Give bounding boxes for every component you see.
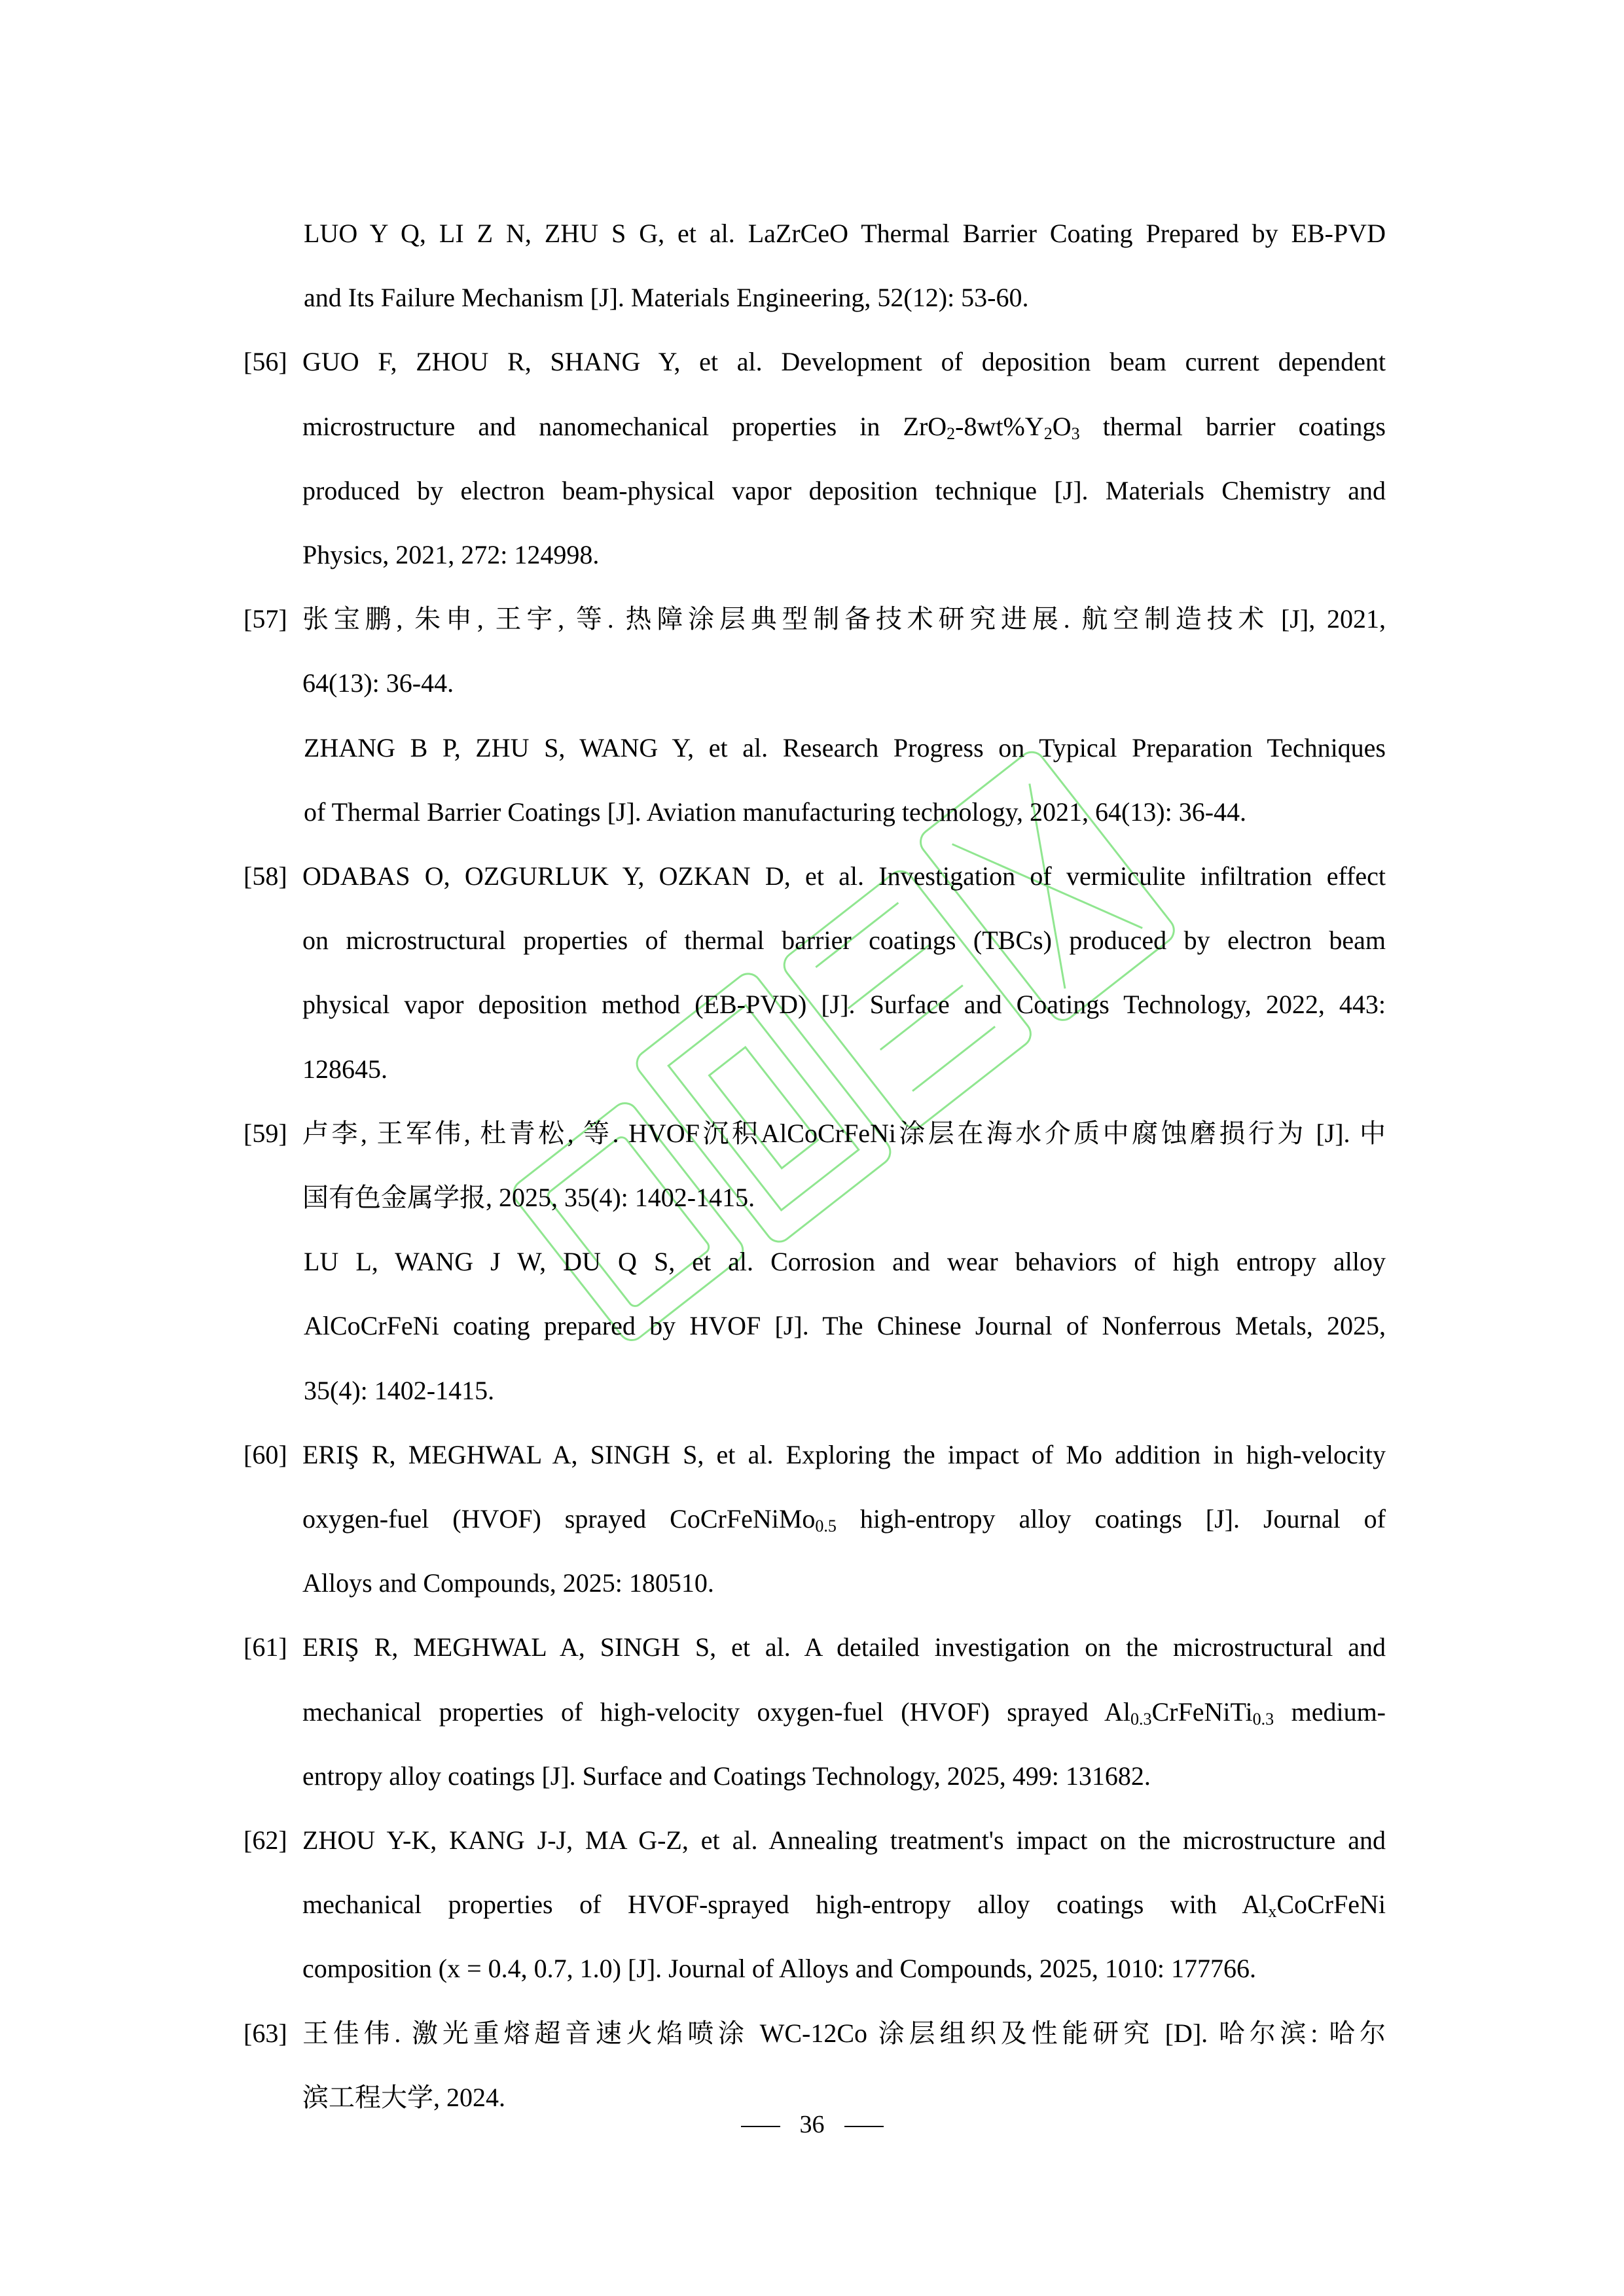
reference-line-with-formula	[302, 1873, 1386, 1937]
text-segment: medium-	[1274, 1696, 1386, 1727]
reference-number: [58]	[244, 861, 287, 891]
reference-line: entropy alloy coatings [J]. Surface and Coatings Technology, 2025, 499: 131682.	[302, 1761, 1151, 1791]
reference-line: produced by electron beam-physical vapor deposition technique [J]. Materials Chemistry and	[302, 475, 1386, 505]
reference-list	[244, 202, 1386, 2130]
reference-number: [56]	[244, 347, 287, 377]
reference-line: composition (x = 0.4, 0.7, 1.0) [J]. Journal of Alloys and Compounds, 2025, 1010: 177766.	[302, 1954, 1256, 1984]
reference-56	[244, 330, 1386, 587]
reference-line: ODABAS O, OZGURLUK Y, OZKAN D, et al. Investigation of vermiculite infiltration effect	[302, 861, 1386, 891]
footer-dash-right	[844, 2126, 884, 2127]
subscript: 2	[947, 423, 956, 443]
subscript: x	[1268, 1902, 1277, 1922]
text-segment: -8wt%Y	[955, 411, 1044, 441]
reference-62	[244, 1808, 1386, 2001]
text-segment: CoCrFeNi	[1276, 1890, 1386, 1920]
subscript: 2	[1043, 423, 1053, 443]
reference-line: LUO Y Q, LI Z N, ZHU S G, et al. LaZrCeO Thermal Barrier Coating Prepared by EB-PVD	[304, 219, 1386, 248]
text-segment: CrFeNiTi	[1151, 1696, 1253, 1727]
reference-line: on microstructural properties of thermal barrier coatings (TBCs) produced by electron beam	[302, 925, 1386, 956]
reference-line: 张宝鹏, 朱申, 王宇, 等. 热障涂层典型制备技术研究进展. 航空制造技术 [J], 2021,	[302, 604, 1386, 634]
reference-line: 64(13): 36-44.	[302, 668, 454, 698]
reference-61	[244, 1615, 1386, 1808]
reference-59-translation	[244, 1230, 1386, 1423]
text-segment: mechanical properties of high-velocity oxygen-fuel (HVOF) sprayed Al	[302, 1696, 1130, 1727]
reference-57-translation	[244, 716, 1386, 844]
reference-58	[244, 844, 1386, 1102]
subscript: 0.3	[1252, 1709, 1274, 1729]
reference-line: of Thermal Barrier Coatings [J]. Aviation manufacturing technology, 2021, 64(13): 36-44.	[304, 797, 1247, 827]
reference-line: 卢李, 王军伟, 杜青松, 等. HVOF沉积AlCoCrFeNi涂层在海水介质中腐蚀磨损行为 [J]. 中	[302, 1118, 1386, 1148]
reference-number: [59]	[244, 1118, 287, 1148]
reference-57	[244, 587, 1386, 715]
text-segment: high-entropy alloy coatings [J]. Journal of	[836, 1504, 1386, 1534]
reference-line: Physics, 2021, 272: 124998.	[302, 540, 600, 570]
page-footer	[0, 2110, 1624, 2149]
reference-line-with-formula	[302, 1680, 1386, 1744]
reference-line: physical vapor deposition method (EB-PVD) [J]. Surface and Coatings Technology, 2022, 443:	[302, 990, 1386, 1020]
reference-line: LU L, WANG J W, DU Q S, et al. Corrosion and wear behaviors of high entropy alloy	[304, 1247, 1386, 1277]
reference-60	[244, 1423, 1386, 1616]
subscript: 0.3	[1130, 1709, 1152, 1729]
reference-line: 128645.	[302, 1054, 388, 1084]
reference-55-translation	[244, 202, 1386, 330]
reference-line: 滨工程大学, 2024.	[302, 2082, 505, 2112]
text-segment: O	[1052, 411, 1072, 441]
reference-line: ZHOU Y-K, KANG J-J, MA G-Z, et al. Annealing treatment's impact on the microstructure and	[302, 1825, 1386, 1856]
reference-line: AlCoCrFeNi coating prepared by HVOF [J]. The Chinese Journal of Nonferrous Metals, 2025,	[304, 1311, 1386, 1341]
reference-number: [63]	[244, 2018, 287, 2048]
page-number: 36	[799, 2111, 825, 2138]
text-segment: thermal barrier coatings	[1079, 411, 1386, 441]
text-segment: microstructure and nanomechanical properties in ZrO	[302, 411, 947, 441]
reference-line: 王佳伟. 激光重熔超音速火焰喷涂 WC-12Co 涂层组织及性能研究 [D]. 哈尔滨: 哈尔	[302, 2018, 1386, 2048]
reference-59	[244, 1102, 1386, 1230]
text-segment: oxygen-fuel (HVOF) sprayed CoCrFeNiMo	[302, 1504, 816, 1534]
reference-line: 35(4): 1402-1415.	[304, 1375, 495, 1405]
reference-number: [57]	[244, 604, 287, 634]
reference-line-with-formula	[302, 1487, 1386, 1551]
footer-dash-left	[741, 2126, 780, 2127]
reference-line-with-formula	[302, 395, 1386, 459]
reference-line: ERIŞ R, MEGHWAL A, SINGH S, et al. A detailed investigation on the microstructural and	[302, 1632, 1386, 1662]
subscript: 0.5	[815, 1516, 837, 1536]
reference-line: ERIŞ R, MEGHWAL A, SINGH S, et al. Exploring the impact of Mo addition in high-velocity	[302, 1439, 1386, 1469]
subscript: 3	[1071, 423, 1080, 443]
reference-line: GUO F, ZHOU R, SHANG Y, et al. Development of deposition beam current dependent	[302, 347, 1386, 377]
reference-line: 国有色金属学报, 2025, 35(4): 1402-1415.	[302, 1183, 755, 1213]
text-segment: mechanical properties of HVOF-sprayed high-entropy alloy coatings with Al	[302, 1890, 1269, 1920]
reference-line: ZHANG B P, ZHU S, WANG Y, et al. Research Progress on Typical Preparation Techniques	[304, 732, 1386, 762]
reference-number: [62]	[244, 1825, 287, 1856]
reference-number: [61]	[244, 1632, 287, 1662]
reference-line: and Its Failure Mechanism [J]. Materials Engineering, 52(12): 53-60.	[304, 283, 1029, 313]
reference-line: Alloys and Compounds, 2025: 180510.	[302, 1568, 714, 1598]
reference-number: [60]	[244, 1439, 287, 1469]
